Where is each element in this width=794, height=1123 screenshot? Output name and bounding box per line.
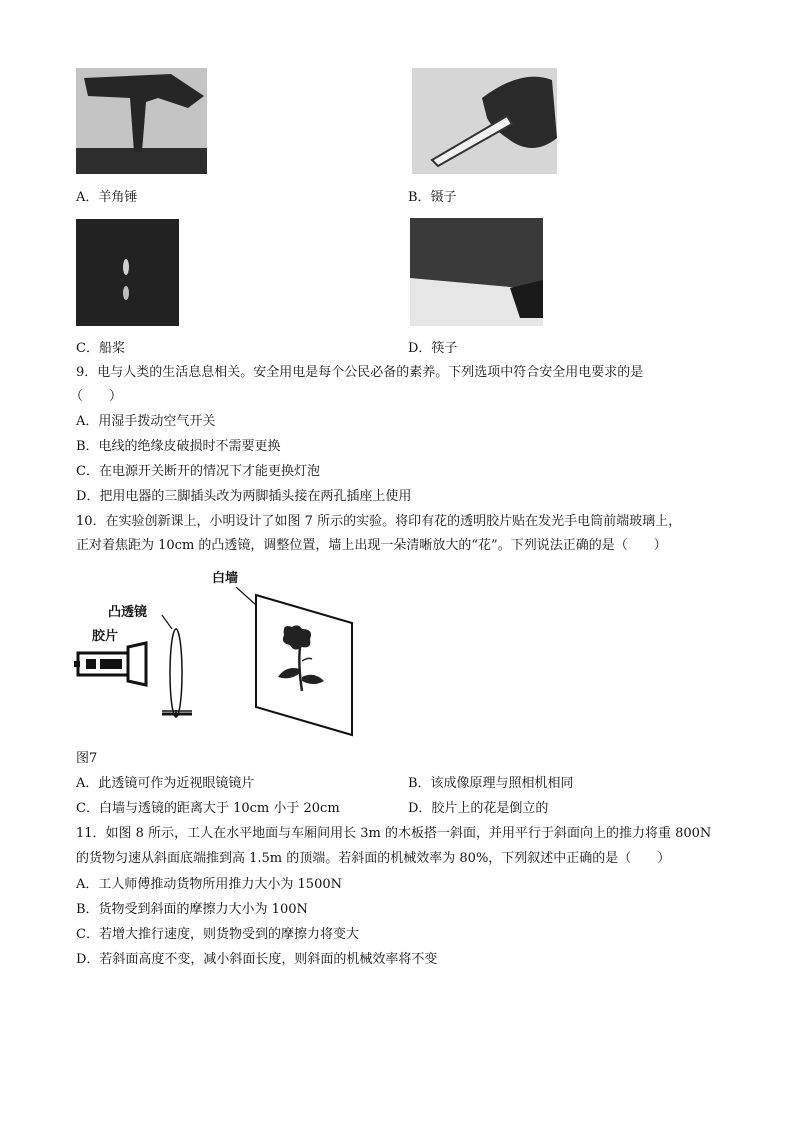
q9-option-d: D．把用电器的三脚插头改为两脚插头接在两孔插座上使用	[76, 489, 412, 504]
q11-option-c: C．若增大推行速度，则货物受到的摩擦力将变大	[76, 927, 359, 942]
q11-option-d: D．若斜面高度不变，减小斜面长度，则斜面的机械效率将不变	[76, 952, 438, 967]
q11-option-b: B．货物受到斜面的摩擦力大小为 100N	[76, 902, 308, 917]
q8-option-a: A．羊角锤	[76, 190, 138, 205]
q8-option-d: D．筷子	[408, 341, 458, 356]
figure-7-label-wall: 白墙	[212, 571, 239, 586]
q10-option-b: B．该成像原理与照相机相同	[408, 776, 574, 791]
q9-answer-blank: （ ）	[70, 389, 123, 404]
q10-option-d: D．胶片上的花是倒立的	[408, 801, 549, 816]
figure-7-label-lens: 凸透镜	[108, 605, 148, 620]
q10-option-c: C．白墙与透镜的距离大于 10cm 小于 20cm	[76, 801, 340, 816]
q11-stem-line2: 的货物匀速从斜面底端推到高 1.5m 的顶端。若斜面的机械效率为 80%，下列叙述中正确的是（ ）	[76, 851, 671, 866]
q9-option-a: A．用湿手拨动空气开关	[76, 414, 216, 429]
figure-7-diagram	[70, 565, 360, 740]
q11-stem-line1: 11．如图 8 所示，工人在水平地面与车厢间用长 3m 的木板搭一斜面，并用平行于斜面向上的推力将重 800N	[76, 826, 712, 841]
claw-hammer-photo	[76, 68, 207, 174]
oar-photo	[76, 219, 179, 326]
q9-stem: 9．电与人类的生活息息相关。安全用电是每个公民必备的素养。下列选项中符合安全用电要求的是	[76, 365, 644, 380]
q10-stem-line1: 10．在实验创新课上，小明设计了如图 7 所示的实验。将印有花的透明胶片贴在发光手电筒前端玻璃上，	[76, 514, 682, 529]
q11-option-a: A．工人师傅推动货物所用推力大小为 1500N	[76, 877, 342, 892]
convex-lens-icon	[162, 629, 192, 717]
q10-stem-line2: 正对着焦距为 10cm 的凸透镜，调整位置，墙上出现一朵清晰放大的“花”。下列说法正确的是（ ）	[76, 538, 667, 553]
q9-option-b: B．电线的绝缘皮破损时不需要更换	[76, 439, 281, 454]
q8-option-b: B．镊子	[408, 190, 457, 205]
flashlight-icon	[74, 643, 146, 685]
figure-7-caption: 图7	[76, 751, 98, 766]
chopsticks-photo	[410, 218, 543, 326]
figure-7-label-film: 胶片	[92, 629, 119, 644]
q9-option-c: C．在电源开关断开的情况下才能更换灯泡	[76, 464, 320, 479]
q10-option-a: A．此透镜可作为近视眼镜镜片	[76, 776, 255, 791]
tweezers-photo	[412, 68, 557, 174]
q8-option-c: C．船桨	[76, 341, 125, 356]
white-wall-icon	[256, 595, 352, 735]
